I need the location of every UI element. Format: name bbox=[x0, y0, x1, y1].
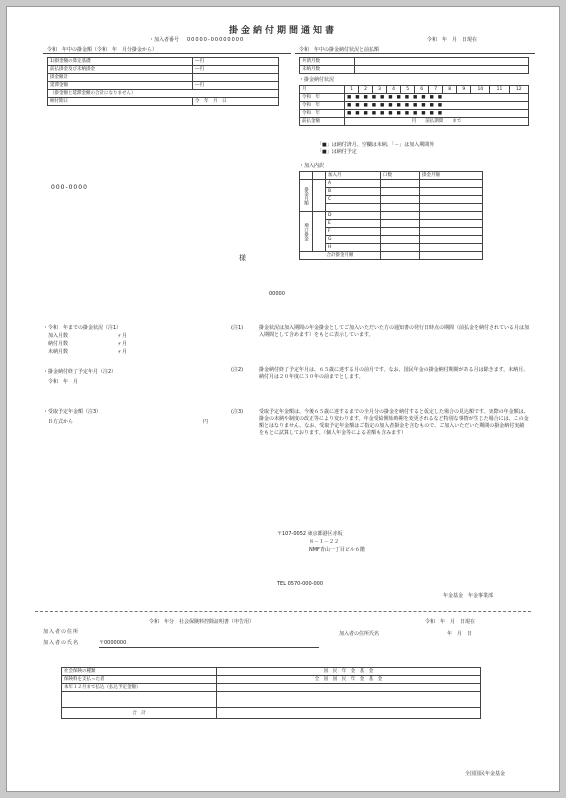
note-2: (注2) 掛金納付終了予定年月は、６５歳に達する月の前月です。なお、国民年金の掛金納付期間がある月は除きます。未納月、納付月は２０年度に３０年の前までとします。 bbox=[231, 367, 529, 380]
member-months-table bbox=[299, 57, 529, 74]
month-header-11: 11 bbox=[490, 86, 509, 94]
month-header-2: 2 bbox=[359, 86, 373, 94]
postal-code: 000-0000 bbox=[51, 184, 88, 191]
table-row bbox=[300, 204, 483, 212]
subscription-heading: ・加入内訳 bbox=[299, 163, 325, 169]
office-building: NMF青山一丁目ビル６階 bbox=[309, 547, 365, 553]
month-header-12: 12 bbox=[509, 86, 528, 94]
table-row: 掛金額計 bbox=[48, 74, 279, 82]
honorific: 様 bbox=[239, 254, 246, 262]
document-title: 掛金納付期間通知書 bbox=[228, 26, 337, 36]
legend-paid: 「■」は納付済月、空欄は未納、「－」は加入期間外 bbox=[317, 142, 435, 148]
month-header-1: 1 bbox=[345, 86, 359, 94]
table-row: 合計掛金月額 bbox=[300, 252, 483, 260]
legend-scheduled: 「■」は納付予定 bbox=[317, 149, 357, 155]
name-postal: 〒0000000 bbox=[99, 640, 127, 646]
month-header-9: 9 bbox=[457, 86, 471, 94]
left-top-heading: 令和 年中の掛金額（令和 年 月分掛金から） bbox=[47, 47, 158, 53]
office-zip: 〒107-0052 東京都港区赤坂 bbox=[277, 531, 343, 537]
issuer: 年金基金 年金事業部 bbox=[443, 593, 494, 599]
payment-history-table bbox=[299, 85, 529, 126]
table-row: 令和 年 ■■■■■■■■■■■■ bbox=[300, 110, 529, 118]
note-3: (注3) 受取予定年金額は、今後６５歳に達するまでの全月分の掛金を納付すると仮定した場合の見込額です。実際の年金額は、掛金の未納や制度の改正等により変わります。年金受給開始時期を変更されるなど特別な事情が生じた場合には、この金額とはなりません。なお、受取予定年金額はご指定の加入者掛金を含むもので、ご加入いただいた期間の掛金納付実績をもとに試算しております。（個人年金等による差額も含みます） bbox=[231, 409, 529, 436]
underline bbox=[99, 647, 319, 648]
month-header-5: 5 bbox=[401, 86, 415, 94]
member-number-label: ・加入者番号 bbox=[149, 37, 180, 43]
certificate-title: 令和 年分 社会保険料控除証明書（申告用） bbox=[149, 619, 255, 625]
table-row: 保険料を支払った者 全 国 国 民 年 金 基 金 bbox=[62, 676, 481, 684]
table-row: E bbox=[300, 220, 483, 228]
table-row: C bbox=[300, 196, 483, 204]
table-row: 合 計 bbox=[62, 708, 481, 719]
table-row: 加入月 口数 掛金月額 bbox=[300, 172, 483, 180]
footer-issuer: 全国国民年金基金 bbox=[465, 771, 506, 777]
certificate-table bbox=[61, 667, 481, 719]
table-row: （掛金額と延滞金額の合計になりません） bbox=[48, 90, 279, 98]
divider bbox=[295, 53, 535, 54]
month-header-3: 3 bbox=[373, 86, 387, 94]
name-label: 加入者の氏名 bbox=[43, 640, 80, 646]
month-header-6: 6 bbox=[415, 86, 429, 94]
table-row: 前払掛金及び未納掛金 ―円 bbox=[48, 66, 279, 74]
address-name-label: 加入者の住所氏名 bbox=[339, 631, 380, 637]
divider bbox=[43, 53, 291, 54]
table-row: 延滞金額 ―円 bbox=[48, 82, 279, 90]
certificate-date: 令和 年 月 日現在 bbox=[425, 619, 476, 625]
table-row: H bbox=[300, 244, 483, 252]
table-row: 掛金月額 A bbox=[300, 180, 483, 188]
table-row: F bbox=[300, 228, 483, 236]
table-row: 令和 年 ■■■■■■■■■■■■ bbox=[300, 102, 529, 110]
cut-line bbox=[35, 611, 531, 612]
table-row bbox=[62, 692, 481, 708]
table-row: B bbox=[300, 188, 483, 196]
issue-date: 令和 年 月 日現在 bbox=[427, 37, 478, 43]
note-1: (注1) 掛金状況は加入期間の年金掛金としてご加入いただいた方の通知書の発行日時点の期間（前払金を納付されている月は加入期間として含めます）をもとに表示しています。 bbox=[231, 325, 530, 338]
table-row: 本年１２月まで払込（払込予定金額） bbox=[62, 684, 481, 692]
office-address: ８－１－２２ bbox=[309, 539, 340, 545]
month-header-label: 月 bbox=[300, 86, 345, 94]
table-row: 納付期日 令 年 月 日 bbox=[48, 98, 279, 106]
month-header-4: 4 bbox=[387, 86, 401, 94]
office-tel: TEL 0570-000-000 bbox=[277, 581, 324, 587]
member-number: 00000-00000000 bbox=[187, 37, 245, 43]
table-row bbox=[300, 86, 529, 94]
table-row: 社会保険の種類 国 民 年 金 基 金 bbox=[62, 668, 481, 676]
table-row: G bbox=[300, 236, 483, 244]
month-header-10: 10 bbox=[471, 86, 490, 94]
month-header-7: 7 bbox=[429, 86, 443, 94]
subscription-table bbox=[299, 171, 483, 260]
name-date: 年 月 日 bbox=[447, 631, 473, 637]
table-row: 令和 年 ■■■■■■■■■■■■ bbox=[300, 94, 529, 102]
right-top-heading: 令和 年中の掛金納付状況と前払額 bbox=[299, 47, 380, 53]
document-sheet: 掛金納付期間通知書 ・加入者番号 00000-00000000 令和 年 月 日現在 令和 年中の掛金額（令和 年 月分掛金から） 1)掛金額の算定基礎 ―円 前払掛金及び未納掛金 ―円 掛金額計 延滞金額 ―円 （掛金額と延滞金額の合計になりません） 納付期日 令 年 月 日 令和 年中の掛金納付状況と前払額 共済月数 未納月数 ・掛金納付状況 月 1 2 3 4 5 6 7 8 9 10 11 12 令和 年 ■■■■■■■■■■■■ 令和 年 ■■■■■■■■■■■■ 令和 年 ■■■■■■■■■■■■ 前払金額 円 前払期間 まで 「■」は納付済月、空欄は未納、「－」は加入期間外 「■」は納付予定 000-0000 様 00000 ・加入内訳 加入月 口数 掛金月額 掛金月額 A B C 増口掛金 D E F G H 合計掛金月額 ・令和 年までの掛金状況（注1） 加入月数 ヶ月 納付月数 ヶ月 未納月数 ヶ月 ・掛金納付終了予定年月（注2） 令和 年 月 ・受取予定年金額（注3） Ｂ方式から 円 (注1) 掛金状況は加入期間の年金掛金としてご加入いただいた方の通知書の発行日時点の期間（前払金を納付されている月は加入期間として含めます）をもとに表示しています。 (注2) 掛金納付終了予定年月は、６５歳に達する月の前月です。なお、国民年金の掛金納付期間がある月は除きます。未納月、納付月は２０年度に３０年の前までとします。 (注3) 受取予定年金額は、今後６５歳に達するまでの全月分の掛金を納付すると仮定した場合の見込額です。実際の年金額は、掛金の未納や制度の改正等により変わります。年金受給開始時期を変更されるなど特別な事情が生じた場合には、この金額とはなりません。なお、受取予定年金額はご指定の加入者掛金を含むもので、ご加入いただいた期間の掛金納付実績をもとに試算しております。（個人年金等による差額も含みます） 〒107-0052 東京都港区赤坂 ８－１－２２ NMF青山一丁目ビル６階 TEL 0570-000-000 年金基金 年金事業部 令和 年分 社会保険料控除証明書（申告用） 令和 年 月 日現在 加入者の住所 加入者の住所氏名 加入者の氏名 〒0000000 年 月 日 社会保険の種類 国 民 年 金 基 金 保険料を支払った者 全 国 国 民 年 金 基 金 本年１２月まで払込（払込予定金額） 合 計 全国国民年金基金 bbox=[6, 6, 560, 792]
table-row: 前払金額 円 前払期間 まで bbox=[300, 118, 529, 126]
table-row: 共済月数 bbox=[300, 58, 529, 66]
table-row: 増口掛金 D bbox=[300, 212, 483, 220]
table-row: 1)掛金額の算定基礎 ―円 bbox=[48, 58, 279, 66]
address-label: 加入者の住所 bbox=[43, 629, 80, 635]
month-header-8: 8 bbox=[443, 86, 457, 94]
premium-table bbox=[47, 57, 279, 106]
code-label: 00000 bbox=[269, 291, 285, 297]
history-heading: ・掛金納付状況 bbox=[299, 77, 335, 83]
table-row: 未納月数 bbox=[300, 66, 529, 74]
